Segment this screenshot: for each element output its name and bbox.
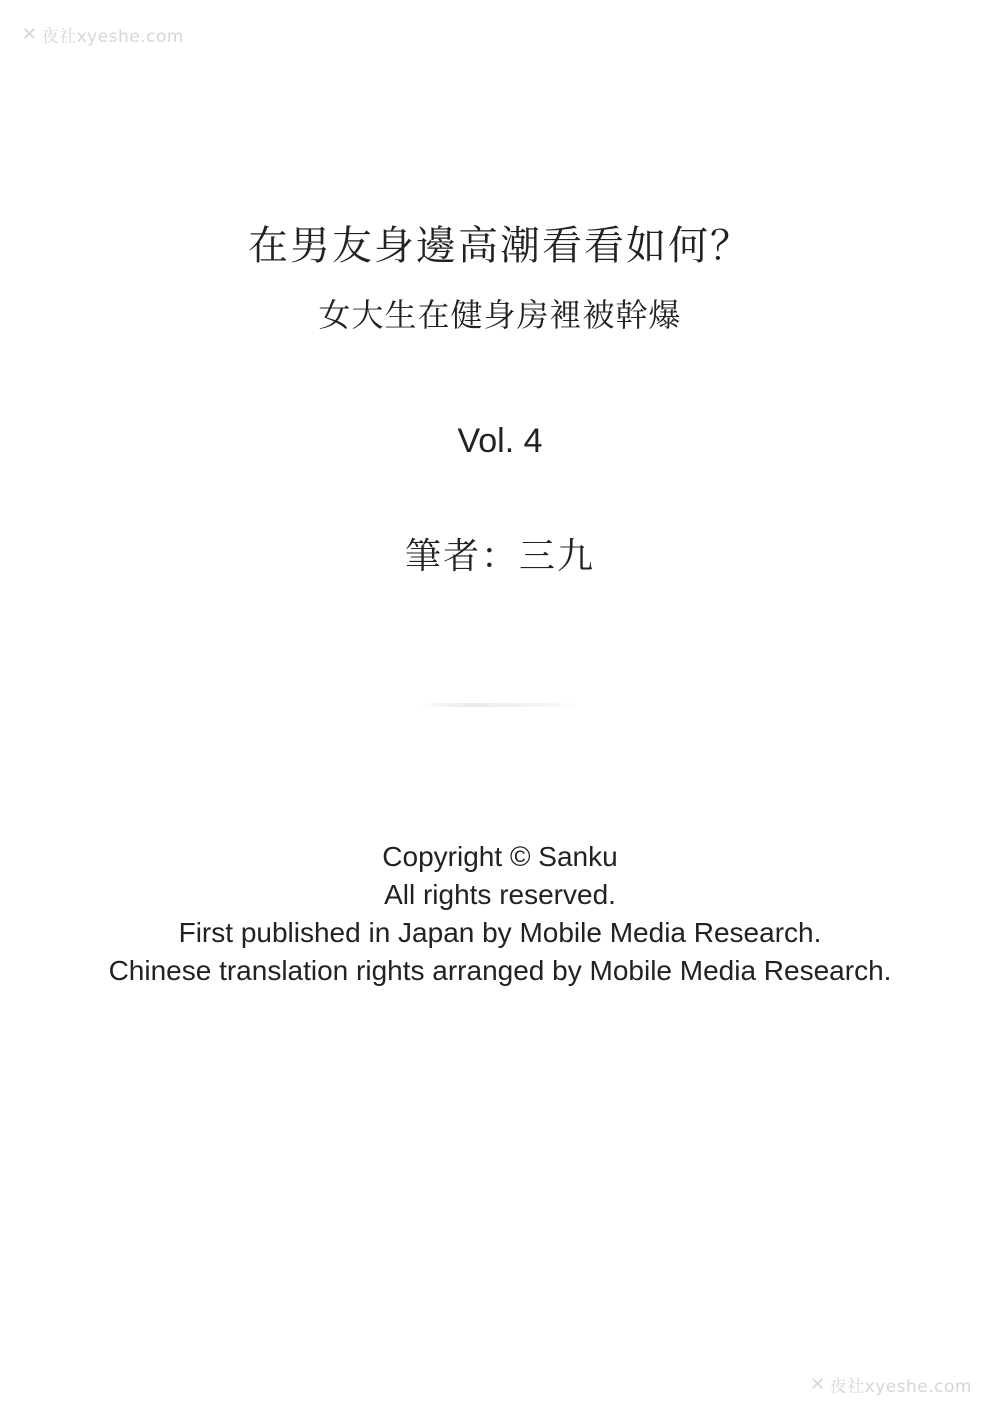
copyright-line: Chinese translation rights arranged by Mobile Media Research. <box>108 955 892 986</box>
x-logo-icon: ✕ <box>22 23 38 45</box>
copyright-block <box>0 838 1000 990</box>
watermark-top <box>22 22 184 47</box>
volume-label: Vol. 4 <box>457 422 543 460</box>
watermark-top-text: 夜社xyeshe.com <box>41 27 184 47</box>
author-credit: 筆者：三九 <box>404 536 595 577</box>
x-logo-icon: ✕ <box>810 1373 826 1395</box>
copyright-line: First published in Japan by Mobile Media Research. <box>178 917 822 948</box>
page-title: 在男友身邊高潮看看如何？ <box>248 223 752 269</box>
page-subtitle: 女大生在健身房裡被幹爆 <box>318 296 682 334</box>
faint-divider <box>420 703 580 707</box>
copyright-line: Copyright © Sanku <box>382 841 618 872</box>
watermark-bottom-text: 夜社xyeshe.com <box>829 1377 972 1397</box>
copyright-line: All rights reserved. <box>384 879 616 910</box>
watermark-bottom <box>810 1372 972 1397</box>
